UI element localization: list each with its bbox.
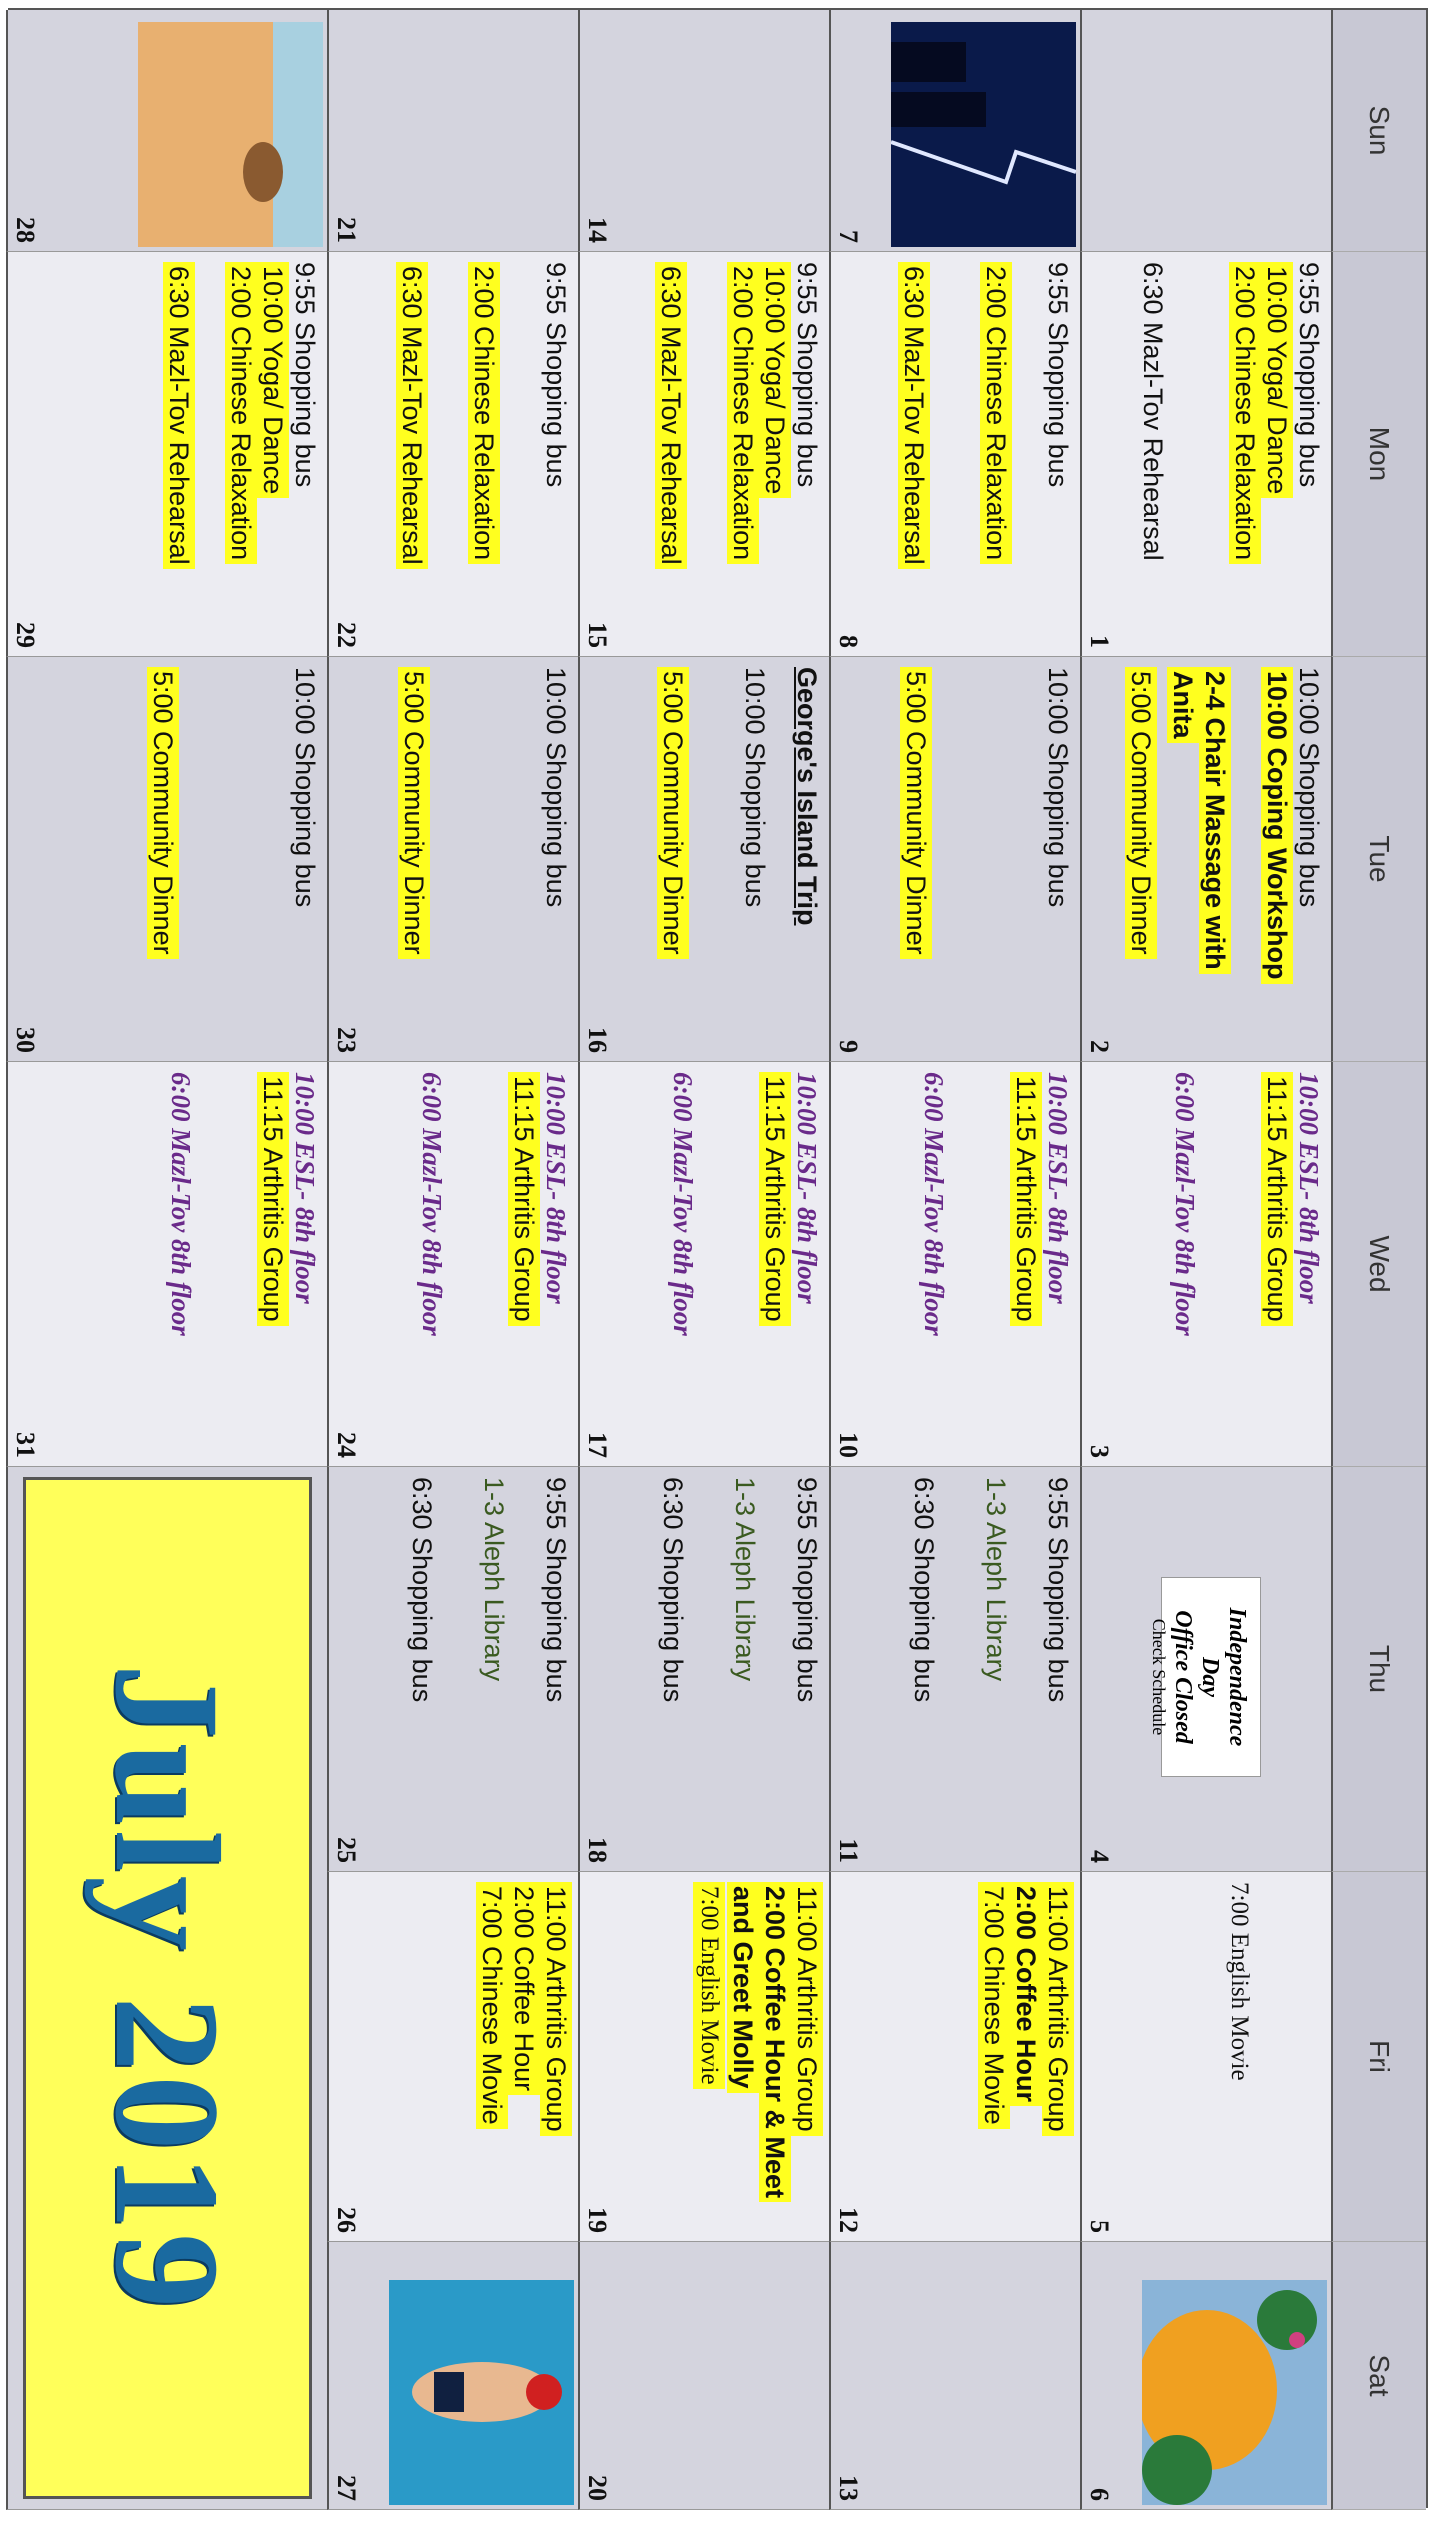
event-trip: George's Island Trip bbox=[792, 667, 822, 926]
event: 11:15 Arthritis Group bbox=[508, 1072, 540, 1326]
event: 6:30 Mazl-Tov Rehearsal bbox=[898, 262, 930, 569]
event: 9:55 Shopping bus bbox=[792, 1477, 822, 1703]
day-cell-11 bbox=[829, 1467, 1080, 1872]
event: 1-3 Aleph Library bbox=[981, 1477, 1011, 1682]
day-number: 13 bbox=[834, 2475, 863, 2501]
day-cell-12 bbox=[829, 1872, 1080, 2242]
event: 5:00 Community Dinner bbox=[398, 667, 430, 959]
month-banner bbox=[23, 1477, 312, 2499]
day-cell-30 bbox=[6, 657, 327, 1062]
day-cell-10 bbox=[829, 1062, 1080, 1467]
event: 10:00 ESL- 8th floor bbox=[792, 1072, 822, 1304]
event: 11:15 Arthritis Group bbox=[257, 1072, 289, 1326]
garden-photo bbox=[1142, 2280, 1327, 2505]
event: 10:00 Yoga/ Dance bbox=[1261, 262, 1293, 498]
event: 1-3 Aleph Library bbox=[730, 1477, 760, 1682]
day-number: 15 bbox=[583, 622, 612, 648]
day-cell-empty bbox=[1080, 10, 1331, 252]
event: 10:00 ESL- 8th floor bbox=[1043, 1072, 1073, 1304]
day-cell-1 bbox=[1080, 252, 1331, 657]
day-number: 28 bbox=[11, 217, 40, 243]
day-cell-13 bbox=[829, 2242, 1080, 2510]
day-number: 7 bbox=[834, 230, 863, 243]
day-number: 31 bbox=[11, 1432, 40, 1458]
day-cell-21 bbox=[327, 10, 578, 252]
event: 2:00 Chinese Relaxation bbox=[1229, 262, 1261, 564]
day-number: 2 bbox=[1085, 1040, 1114, 1053]
day-number: 8 bbox=[834, 635, 863, 648]
day-cell-16 bbox=[578, 657, 829, 1062]
event: 7:00 English Movie bbox=[1226, 1882, 1253, 2081]
event: 10:00 Yoga/ Dance bbox=[257, 262, 289, 498]
event: 10:00 ESL- 8th floor bbox=[541, 1072, 571, 1304]
event: 2:00 Coffee Hour & Meet bbox=[759, 1882, 791, 2202]
event: 2-4 Chair Massage with bbox=[1199, 667, 1231, 974]
event: 6:30 Shopping bus bbox=[407, 1477, 437, 1703]
event: 6:00 Mazl-Tov 8th floor bbox=[668, 1072, 698, 1336]
event: 5:00 Community Dinner bbox=[147, 667, 179, 959]
day-number: 12 bbox=[834, 2207, 863, 2233]
day-cell-19 bbox=[578, 1872, 829, 2242]
event: 2:00 Coffee Hour bbox=[1010, 1882, 1042, 2106]
event: 6:30 Mazl-Tov Rehearsal bbox=[655, 262, 687, 569]
day-number: 21 bbox=[332, 217, 361, 243]
day-cell-18 bbox=[578, 1467, 829, 1872]
event: 2:00 Coffee Hour bbox=[508, 1882, 540, 2095]
day-number: 20 bbox=[583, 2475, 612, 2501]
day-number: 24 bbox=[332, 1432, 361, 1458]
event: 2:00 Chinese Relaxation bbox=[727, 262, 759, 564]
day-number: 9 bbox=[834, 1040, 863, 1053]
day-cell-5 bbox=[1080, 1872, 1331, 2242]
event: and Greet Molly bbox=[727, 1882, 759, 2093]
event: 5:00 Community Dinner bbox=[1125, 667, 1157, 959]
beach-photo bbox=[138, 22, 323, 247]
weekday-mon: Mon bbox=[1331, 252, 1426, 657]
title-area bbox=[6, 1467, 327, 2510]
day-number: 4 bbox=[1085, 1850, 1114, 1863]
day-number: 6 bbox=[1085, 2488, 1114, 2501]
weekday-thu: Thu bbox=[1331, 1467, 1426, 1872]
notice-line: Office Closed bbox=[1170, 1610, 1196, 1744]
event: 10:00 Yoga/ Dance bbox=[759, 262, 791, 498]
event: 10:00 Shopping bus bbox=[541, 667, 571, 908]
event: 10:00 ESL- 8th floor bbox=[290, 1072, 320, 1304]
event: 6:00 Mazl-Tov 8th floor bbox=[166, 1072, 196, 1336]
event: 11:00 Arthritis Group bbox=[540, 1882, 572, 2136]
event: 11:15 Arthritis Group bbox=[759, 1072, 791, 1326]
event: 10:00 Coping Workshop bbox=[1261, 667, 1293, 984]
day-number: 29 bbox=[11, 622, 40, 648]
event: 11:00 Arthritis Group bbox=[791, 1882, 823, 2136]
day-number: 5 bbox=[1085, 2220, 1114, 2233]
day-cell-20 bbox=[578, 2242, 829, 2510]
day-number: 1 bbox=[1085, 635, 1114, 648]
event: 10:00 Shopping bus bbox=[1294, 667, 1324, 908]
event: 10:00 ESL- 8th floor bbox=[1294, 1072, 1324, 1304]
day-number: 25 bbox=[332, 1837, 361, 1863]
day-cell-2 bbox=[1080, 657, 1331, 1062]
day-number: 19 bbox=[583, 2207, 612, 2233]
event: 9:55 Shopping bus bbox=[1294, 262, 1324, 488]
day-number: 3 bbox=[1085, 1445, 1114, 1458]
event: 9:55 Shopping bus bbox=[792, 262, 822, 488]
event: 7:00 Chinese Movie bbox=[476, 1882, 508, 2129]
day-cell-23 bbox=[327, 657, 578, 1062]
event: 5:00 Community Dinner bbox=[657, 667, 689, 959]
event: 2:00 Chinese Relaxation bbox=[468, 262, 500, 564]
event: 7:00 English Movie bbox=[693, 1882, 725, 2089]
day-cell-22 bbox=[327, 252, 578, 657]
event: 9:55 Shopping bus bbox=[541, 1477, 571, 1703]
holiday-notice bbox=[1149, 1577, 1261, 1777]
day-number: 23 bbox=[332, 1027, 361, 1053]
event: 6:30 Shopping bus bbox=[909, 1477, 939, 1703]
lightning-photo bbox=[891, 22, 1076, 247]
notice-line: Independence Day bbox=[1197, 1607, 1250, 1747]
weekday-wed: Wed bbox=[1331, 1062, 1426, 1467]
weekday-sat: Sat bbox=[1331, 2242, 1426, 2510]
event: 6:30 Shopping bus bbox=[658, 1477, 688, 1703]
day-cell-7 bbox=[829, 10, 1080, 252]
weekday-tue: Tue bbox=[1331, 657, 1426, 1062]
event: 6:00 Mazl-Tov 8th floor bbox=[417, 1072, 447, 1336]
event: 10:00 Shopping bus bbox=[1043, 667, 1073, 908]
day-cell-9 bbox=[829, 657, 1080, 1062]
event: 6:00 Mazl-Tov 8th floor bbox=[1170, 1072, 1200, 1336]
event: 2:00 Chinese Relaxation bbox=[225, 262, 257, 564]
day-cell-25 bbox=[327, 1467, 578, 1872]
day-cell-14 bbox=[578, 10, 829, 252]
event: 7:00 Chinese Movie bbox=[978, 1882, 1010, 2129]
day-number: 27 bbox=[332, 2475, 361, 2501]
day-cell-15 bbox=[578, 252, 829, 657]
day-cell-17 bbox=[578, 1062, 829, 1467]
day-number: 30 bbox=[11, 1027, 40, 1053]
weekday-fri: Fri bbox=[1331, 1872, 1426, 2242]
event: Anita bbox=[1167, 667, 1199, 743]
day-number: 10 bbox=[834, 1432, 863, 1458]
event: 9:55 Shopping bus bbox=[541, 262, 571, 488]
month-title: July 2019 bbox=[84, 1663, 251, 2313]
day-cell-27 bbox=[327, 2242, 578, 2510]
event: 5:00 Community Dinner bbox=[900, 667, 932, 959]
event: 11:15 Arthritis Group bbox=[1010, 1072, 1042, 1326]
day-number: 17 bbox=[583, 1432, 612, 1458]
day-cell-31 bbox=[6, 1062, 327, 1467]
day-cell-3 bbox=[1080, 1062, 1331, 1467]
event: 6:00 Mazl-Tov 8th floor bbox=[919, 1072, 949, 1336]
event: 9:55 Shopping bus bbox=[1043, 1477, 1073, 1703]
day-number: 22 bbox=[332, 622, 361, 648]
event: 6:30 Mazl-Tov Rehearsal bbox=[1138, 262, 1168, 561]
swimmer-photo bbox=[389, 2280, 574, 2505]
event: 9:55 Shopping bus bbox=[290, 262, 320, 488]
day-number: 16 bbox=[583, 1027, 612, 1053]
notice-line: Check Schedule bbox=[1149, 1618, 1169, 1736]
day-cell-29 bbox=[6, 252, 327, 657]
event: 9:55 Shopping bus bbox=[1043, 262, 1073, 488]
day-cell-4 bbox=[1080, 1467, 1331, 1872]
event: 11:15 Arthritis Group bbox=[1261, 1072, 1293, 1326]
day-cell-8 bbox=[829, 252, 1080, 657]
weekday-sun: Sun bbox=[1331, 10, 1426, 252]
day-cell-6 bbox=[1080, 2242, 1331, 2510]
day-number: 18 bbox=[583, 1837, 612, 1863]
calendar-grid bbox=[8, 8, 1428, 2508]
event: 11:00 Arthritis Group bbox=[1042, 1882, 1074, 2136]
day-cell-28 bbox=[6, 10, 327, 252]
day-cell-24 bbox=[327, 1062, 578, 1467]
event: 10:00 Shopping bus bbox=[290, 667, 320, 908]
event: 2:00 Chinese Relaxation bbox=[980, 262, 1012, 564]
event: 10:00 Shopping bus bbox=[740, 667, 770, 908]
day-number: 14 bbox=[583, 217, 612, 243]
event: 1-3 Aleph Library bbox=[479, 1477, 509, 1682]
day-cell-26 bbox=[327, 1872, 578, 2242]
day-number: 11 bbox=[834, 1838, 863, 1863]
day-number: 26 bbox=[332, 2207, 361, 2233]
event: 6:30 Mazl-Tov Rehearsal bbox=[396, 262, 428, 569]
event: 6:30 Mazl-Tov Rehearsal bbox=[163, 262, 195, 569]
